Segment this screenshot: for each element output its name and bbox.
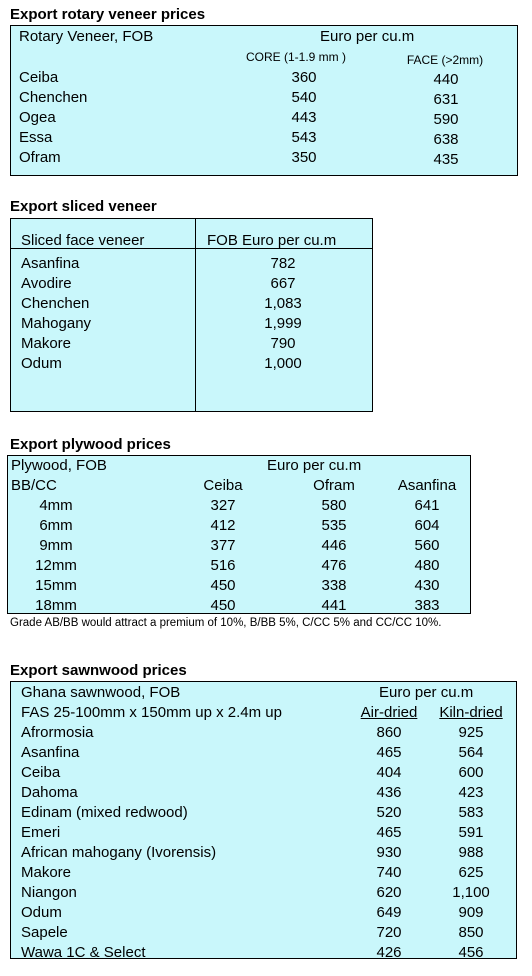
sawnwood-kiln-price: 925 bbox=[458, 724, 484, 741]
sawnwood-air-price: 426 bbox=[376, 944, 402, 961]
sawnwood-air-price: 620 bbox=[376, 884, 402, 901]
sawnwood-kiln-price: 591 bbox=[458, 824, 484, 841]
sawnwood-air-price: 649 bbox=[376, 904, 402, 921]
sawnwood-kiln-price: 456 bbox=[458, 944, 484, 961]
plywood-price: 377 bbox=[210, 537, 236, 554]
sawnwood-kiln-price: 625 bbox=[458, 864, 484, 881]
sawnwood-kiln-price: 564 bbox=[458, 744, 484, 761]
plywood-price: 327 bbox=[210, 497, 236, 514]
sawnwood-species: Dahoma bbox=[21, 784, 78, 801]
rotary-table bbox=[10, 25, 518, 176]
plywood-price: 338 bbox=[321, 577, 347, 594]
plywood-price: 516 bbox=[210, 557, 236, 574]
plywood-price: 580 bbox=[321, 497, 347, 514]
sawnwood-species: Emeri bbox=[21, 824, 61, 841]
rotary-header-left: Rotary Veneer, FOB bbox=[19, 28, 154, 45]
sawnwood-kiln-price: 909 bbox=[458, 904, 484, 921]
sawnwood-air-price: 465 bbox=[376, 824, 402, 841]
plywood-price: 446 bbox=[321, 537, 347, 554]
sawnwood-kiln-price: 600 bbox=[458, 764, 484, 781]
plywood-price: 480 bbox=[414, 557, 440, 574]
plywood-size: 6mm bbox=[39, 517, 73, 534]
sawnwood-col-air: Air-dried bbox=[360, 704, 418, 721]
plywood-size: 9mm bbox=[39, 537, 73, 554]
rotary-core-price: 350 bbox=[291, 149, 317, 166]
sliced-species: Makore bbox=[21, 335, 72, 352]
sawnwood-header-unit: Euro per cu.m bbox=[379, 684, 474, 701]
sawnwood-air-price: 465 bbox=[376, 744, 402, 761]
rotary-title: Export rotary veneer prices bbox=[10, 6, 206, 23]
plywood-price: 430 bbox=[414, 577, 440, 594]
sawnwood-species: Afrormosia bbox=[21, 724, 94, 741]
sliced-species: Asanfina bbox=[21, 255, 80, 272]
rotary-species: Chenchen bbox=[19, 89, 88, 106]
plywood-header-unit: Euro per cu.m bbox=[267, 457, 362, 474]
sawnwood-air-price: 720 bbox=[376, 924, 402, 941]
sawnwood-air-price: 860 bbox=[376, 724, 402, 741]
sawnwood-air-price: 930 bbox=[376, 844, 402, 861]
sawnwood-species: Asanfina bbox=[21, 744, 80, 761]
plywood-grade: BB/CC bbox=[11, 477, 57, 494]
rotary-core-price: 543 bbox=[291, 129, 317, 146]
sawnwood-header-left: Ghana sawnwood, FOB bbox=[21, 684, 181, 701]
sawnwood-kiln-price: 850 bbox=[458, 924, 484, 941]
rotary-face-price: 590 bbox=[433, 111, 459, 128]
sawnwood-table bbox=[10, 681, 517, 959]
plywood-price: 604 bbox=[414, 517, 440, 534]
plywood-header-left: Plywood, FOB bbox=[11, 457, 107, 474]
sawnwood-species: Sapele bbox=[21, 924, 68, 941]
rotary-species: Ofram bbox=[19, 149, 61, 166]
plywood-price: 412 bbox=[210, 517, 236, 534]
plywood-size: 12mm bbox=[35, 557, 77, 574]
sawnwood-air-price: 740 bbox=[376, 864, 402, 881]
sawnwood-title: Export sawnwood prices bbox=[10, 662, 187, 679]
rotary-face-price: 631 bbox=[433, 91, 459, 108]
sliced-price: 1,000 bbox=[264, 355, 302, 372]
rotary-col-face: FACE (>2mm) bbox=[406, 53, 484, 67]
sliced-species: Avodire bbox=[21, 275, 72, 292]
sliced-price: 667 bbox=[270, 275, 296, 292]
sawnwood-species: African mahogany (Ivorensis) bbox=[21, 844, 217, 861]
plywood-price: 641 bbox=[414, 497, 440, 514]
sawnwood-species: Niangon bbox=[21, 884, 77, 901]
sawnwood-kiln-price: 423 bbox=[458, 784, 484, 801]
sawnwood-species: Ceiba bbox=[21, 764, 61, 781]
sawnwood-kiln-price: 583 bbox=[458, 804, 484, 821]
plywood-size: 18mm bbox=[35, 597, 77, 614]
rotary-species: Ogea bbox=[19, 109, 56, 126]
sawnwood-col-kiln: Kiln-dried bbox=[439, 704, 503, 721]
plywood-size: 15mm bbox=[35, 577, 77, 594]
plywood-title: Export plywood prices bbox=[10, 436, 171, 453]
plywood-size: 4mm bbox=[39, 497, 73, 514]
plywood-col-ceiba: Ceiba bbox=[203, 477, 243, 494]
sliced-price: 1,999 bbox=[264, 315, 302, 332]
sliced-price: 1,083 bbox=[264, 295, 302, 312]
sawnwood-air-price: 520 bbox=[376, 804, 402, 821]
sawnwood-spec: FAS 25-100mm x 150mm up x 2.4m up bbox=[21, 704, 282, 721]
sliced-species: Mahogany bbox=[21, 315, 92, 332]
rotary-species: Essa bbox=[19, 129, 53, 146]
plywood-col-asanfina: Asanfina bbox=[397, 477, 457, 494]
plywood-price: 450 bbox=[210, 577, 236, 594]
sawnwood-kiln-price: 988 bbox=[458, 844, 484, 861]
sliced-table bbox=[10, 218, 373, 412]
sliced-species: Chenchen bbox=[21, 295, 90, 312]
sliced-title: Export sliced veneer bbox=[10, 198, 157, 215]
rotary-face-price: 435 bbox=[433, 151, 459, 168]
rotary-core-price: 360 bbox=[291, 69, 317, 86]
sawnwood-air-price: 404 bbox=[376, 764, 402, 781]
sliced-price: 790 bbox=[270, 335, 296, 352]
rotary-face-price: 440 bbox=[433, 71, 459, 88]
sliced-species: Odum bbox=[21, 355, 62, 372]
plywood-price: 535 bbox=[321, 517, 347, 534]
plywood-price: 476 bbox=[321, 557, 347, 574]
sliced-header-left: Sliced face veneer bbox=[21, 232, 145, 249]
rotary-face-price: 638 bbox=[433, 131, 459, 148]
sawnwood-species: Edinam (mixed redwood) bbox=[21, 804, 188, 821]
plywood-footnote: Grade AB/BB would attract a premium of 10%, B/BB 5%, C/CC 5% and CC/CC 10%. bbox=[10, 617, 442, 629]
plywood-price: 441 bbox=[321, 597, 347, 614]
sawnwood-air-price: 436 bbox=[376, 784, 402, 801]
sliced-price: 782 bbox=[270, 255, 296, 272]
sawnwood-kiln-price: 1,100 bbox=[452, 884, 490, 901]
rotary-core-price: 540 bbox=[291, 89, 317, 106]
sawnwood-species: Wawa 1C & Select bbox=[21, 944, 146, 961]
rotary-species: Ceiba bbox=[19, 69, 59, 86]
sawnwood-species: Makore bbox=[21, 864, 72, 881]
plywood-price: 383 bbox=[414, 597, 440, 614]
plywood-table bbox=[7, 455, 471, 614]
sawnwood-species: Odum bbox=[21, 904, 62, 921]
plywood-col-ofram: Ofram bbox=[313, 477, 355, 494]
rotary-header-unit: Euro per cu.m bbox=[320, 28, 415, 45]
plywood-price: 450 bbox=[210, 597, 236, 614]
sliced-header-right: FOB Euro per cu.m bbox=[207, 232, 337, 249]
rotary-col-core: CORE (1-1.9 mm ) bbox=[245, 50, 347, 64]
rotary-core-price: 443 bbox=[291, 109, 317, 126]
plywood-price: 560 bbox=[414, 537, 440, 554]
